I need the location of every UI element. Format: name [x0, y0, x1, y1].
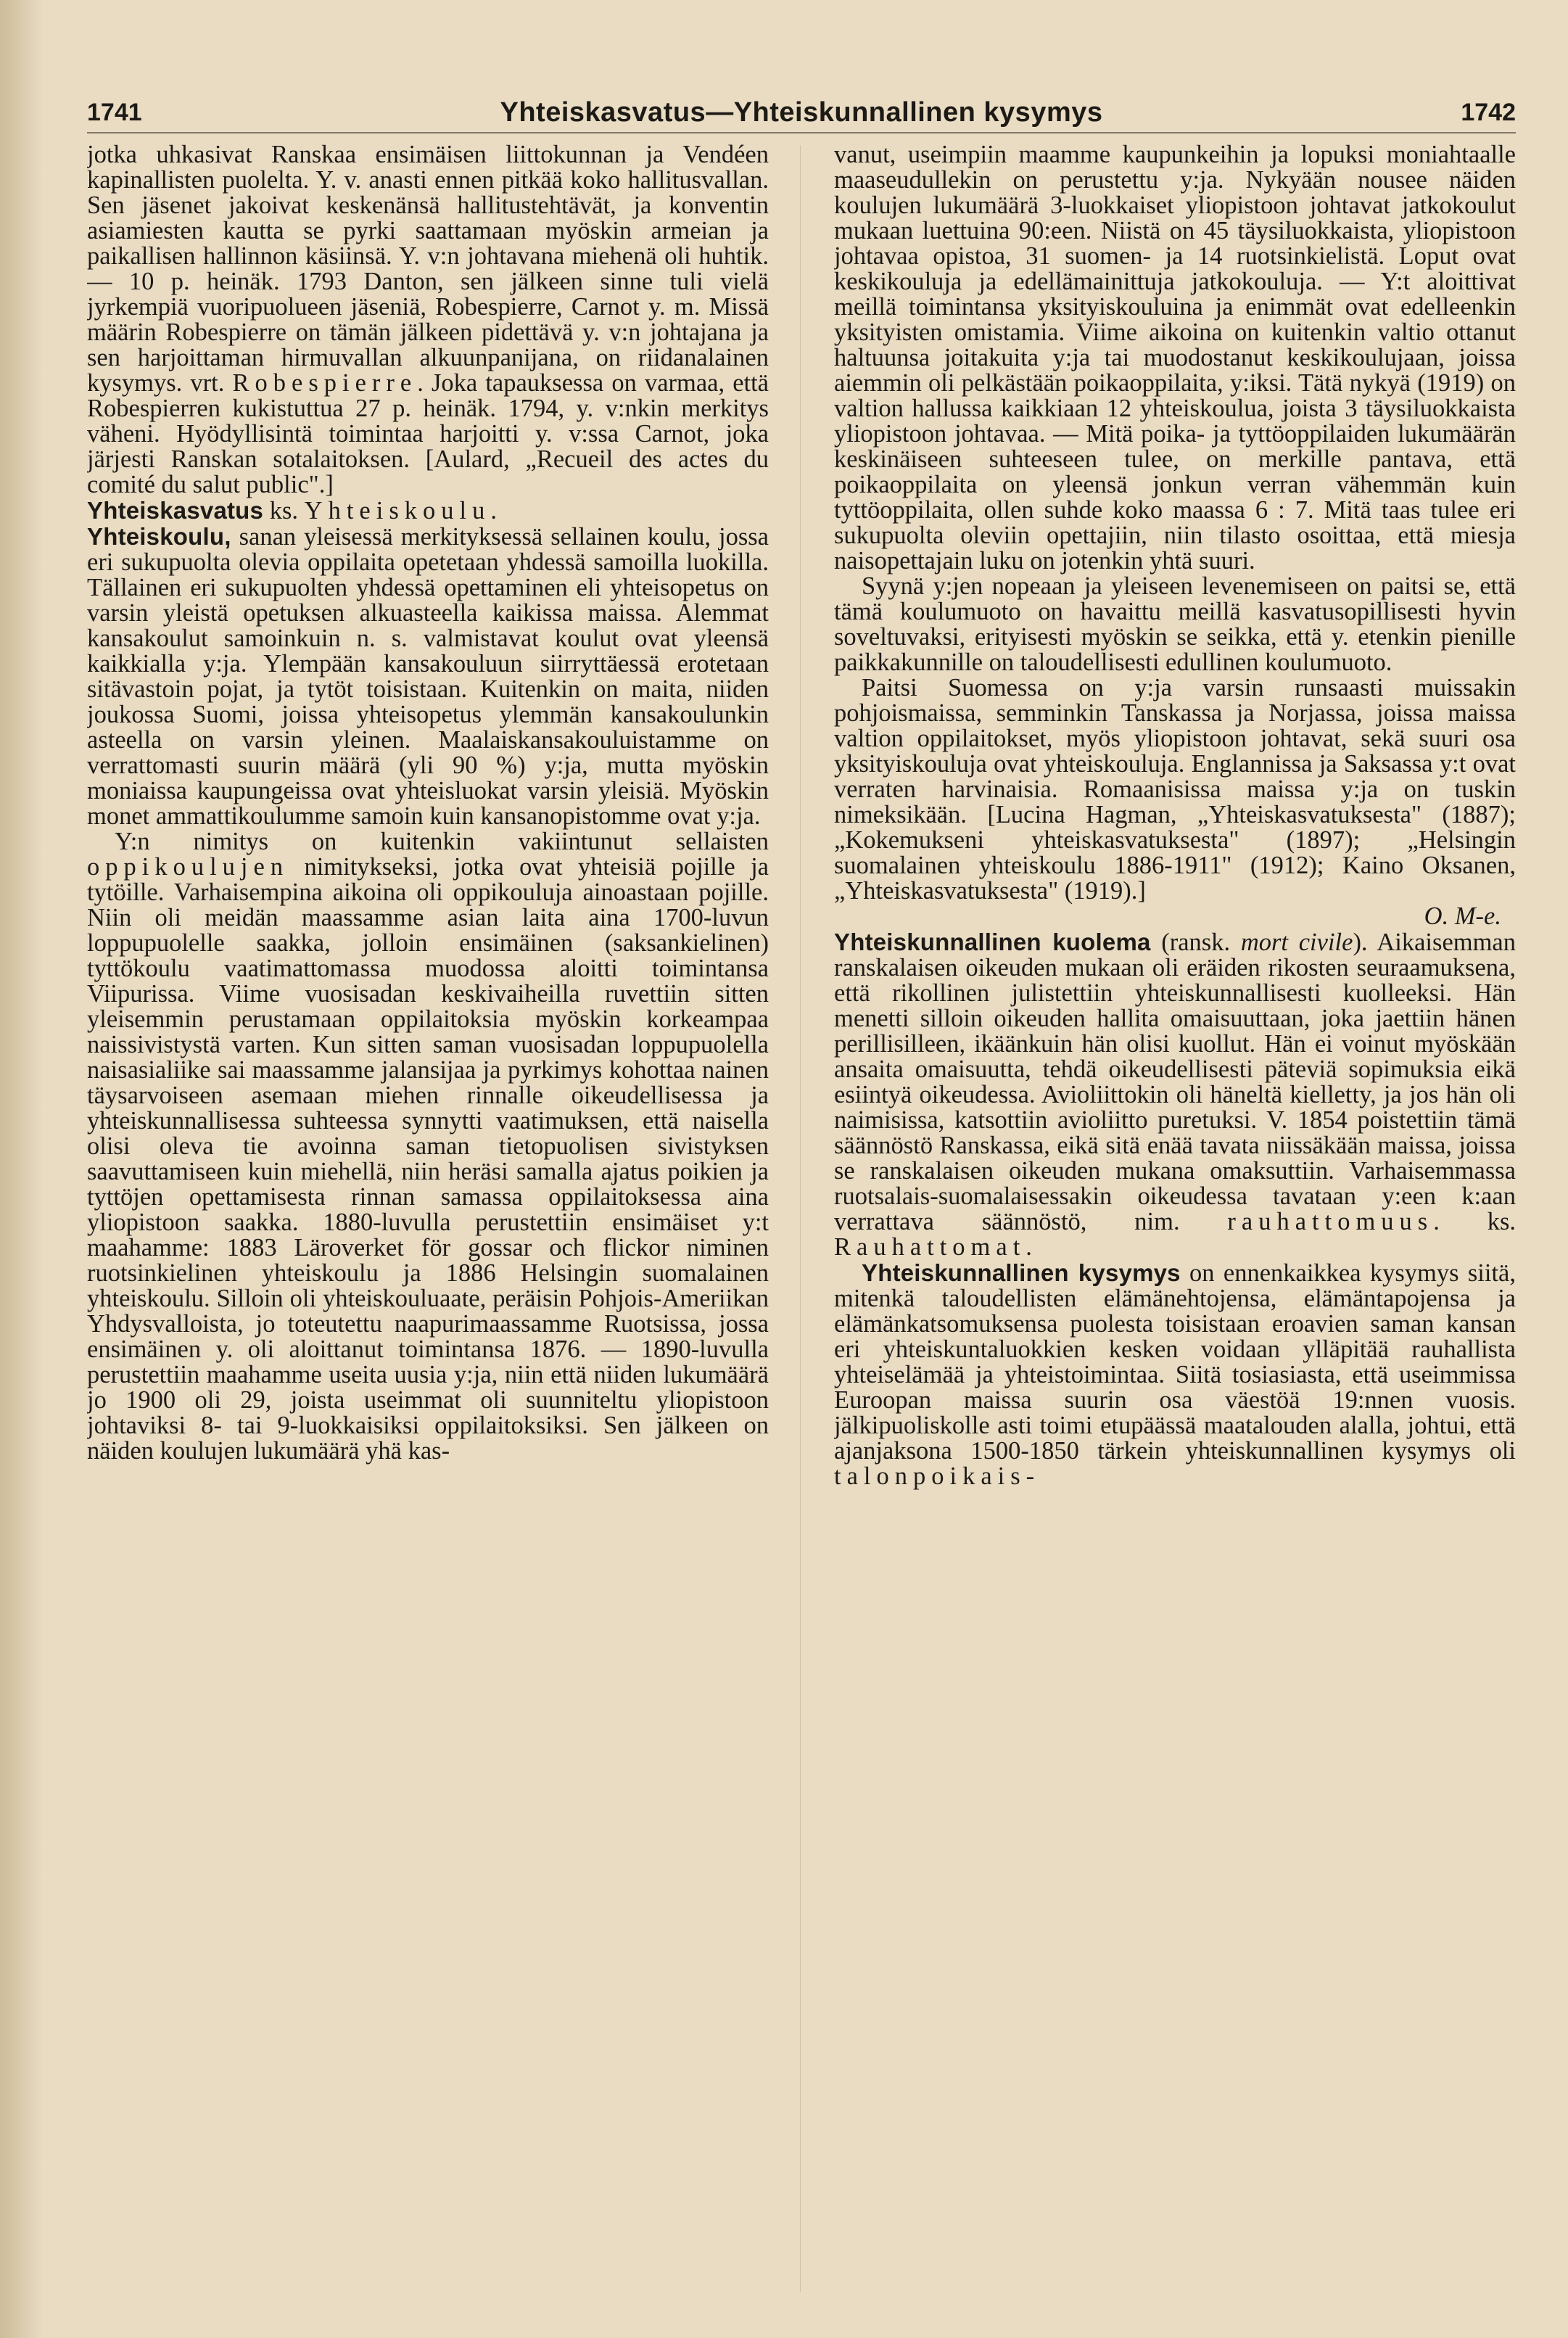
entry-yhteiskunnallinen-kysymys — [834, 1260, 1516, 1489]
page-edge-shadow — [0, 0, 44, 2338]
headword: Yhteiskunnallinen kuolema — [834, 929, 1151, 955]
author-signature: O. M-e. — [1424, 902, 1501, 930]
entry-yhteiskunnallinen-kuolema — [834, 929, 1516, 1260]
headword: Yhteiskasvatus — [87, 497, 264, 524]
cross-reference: Robespierre — [232, 369, 418, 397]
running-title: Yhteiskasvatus—Yhteiskunnallinen kysymys — [500, 96, 1103, 128]
entry-text: on ennenkaikkea kysymys siitä, mitenkä taloudellisten elämänehtojensa, elämäntapojensa ja elämänkatsomuksensa puolesta toisistaan eroavien saman kansan eri yhteiskuntaluokkien kesken voidaan ylläpitää rauhallista yhteiselämää ja yhteistoimintaa. Siitä tosiasiasta, että useimmissa Euroopan maissa suurin osa väestöä 19:nnen vuosis. jälkipuoliskolle asti toimi etupäässä maatalouden alalla, johtui, että ajanjaksona 1500-1850 tärkein yhteiskunnallinen kysymys oli — [834, 1259, 1516, 1465]
entry-text: (ransk. — [1150, 929, 1241, 956]
entry-yhteiskasvatus — [87, 498, 769, 524]
emphasized-term: rauhattomuus — [1227, 1208, 1434, 1235]
paragraph-text: nimitykseksi, jotka ovat yhteisiä pojille ja tytöille. Varhaisempina aikoina oli oppikouluja ainoastaan pojille. Niin oli meidän maassamme asian laita aina 1700-luvun loppupuolelle saakka, jolloin ensimäinen (saksankielinen) tyttökoulu vaatimattomassa muodossa aloitti toimintansa Viipurissa. Viime vuosisadan keskivaiheilla ruvettiin sitten yleisemmin perustamaan oppilaitoksia myöskin korkeampaa naissivistystä varten. Kun sitten saman vuosisadan loppupuolella naisasialiike sai maassamme jalansijaa ja pyrkimys kohottaa nainen täysarvoiseen asemaan miehen rinnalle oikeudellisessa ja yhteiskunnallisessa suhteessa synnytti vaatimuksen, että naisella olisi oleva tie avoinna saman tietopuolisen sivistyksen saavuttamiseen kuin miehellä, niin heräsi samalla ajatus poikien ja tyttöjen opettamisesta rinnan samassa oppilaitoksessa aina yliopistoon saakka. 1880-luvulla perustettiin ensimäiset y:t maahamme: 1883 Läroverket för gossar och flickor niminen ruotsinkielinen yhteiskoulu ja 1886 Helsingin suomalainen yhteiskoulu. Silloin oli yhteiskouluaate, peräisin Pohjois-Ameriikan Yhdysvalloista, jo toteutettu naapurimaassamme Ruotsissa, jossa ensimäinen y. oli aloittanut toimintansa 1876. — 1890-luvulla perustettiin maahamme useita uusia y:ja, niin että niiden lukumäärä jo 1900 oli 29, joista useimmat oli suunniteltu yliopistoon johtaviksi 8- tai 9-luokkaisiksi oppilaitoksiksi. Sen jälkeen on näiden koulujen lukumäärä yhä kas- — [87, 853, 769, 1465]
headword: Yhteiskunnallinen kysymys — [862, 1259, 1181, 1286]
article-paragraph — [87, 829, 769, 1464]
article-paragraph — [87, 142, 769, 498]
entry-text: ks. — [263, 497, 299, 524]
entry-text: . — [1026, 1233, 1032, 1261]
article-paragraph — [834, 142, 1516, 574]
headword: Yhteiskoulu, — [87, 523, 231, 550]
column-divider — [800, 145, 801, 2292]
entry-yhteiskoulu — [87, 524, 769, 829]
paragraph-text: jotka uhkasivat Ranskaa ensimäisen liittokunnan ja Vendéen kapinallisten puolelta. Y. v. anasti ennen pitkää koko hallitusvallan. Sen jäsenet jakoivat keskenänsä hallitustehtävät, ja konventin asiamiesten kautta se pyrki saattamaan myöskin armeian ja paikallisen hallinnon käsiinsä. Y. v:n johtavana miehenä oli huhtik. — 10 p. heinäk. 1793 Danton, sen jälkeen sinne tuli vielä jyrkempiä vuoripuolueen jäseniä, Robespierre, Carnot y. m. Missä määrin Robespierre on tämän jälkeen pidettävä y. v:n johtajana ja sen harjoittaman hirmuvallan alkuunpanijana, on riidanalainen kysymys. vrt. — [87, 142, 769, 397]
page-header — [87, 87, 1516, 138]
foreign-term: mort civile — [1240, 929, 1353, 956]
paragraph-text: . Joka tapauksessa on varmaa, että Robespierren kukistuttua 27 p. heinäk. 1794, y. v:nkin merkitys väheni. Hyödyllisintä toimintaa harjoitti y. v:ssa Carnot, joka järjesti Ranskan sotalaitoksen. [Aulard, „Recueil des actes du comité du salut public".] — [87, 369, 769, 498]
entry-text: . — [490, 497, 497, 524]
emphasized-term: oppikoulujen — [87, 853, 289, 881]
entry-text: . ks. — [1433, 1208, 1516, 1235]
paragraph-text: Paitsi Suomessa on y:ja varsin runsaasti muissakin pohjoismaissa, semminkin Tanskassa ja Norjassa, joissa maissa valtion oppilaitokset, myös yliopistoon johtavat, sekä suuri osa yksityiskouluja ovat yhteiskouluja. Englannissa ja Saksassa y:t ovat verraten harvinaisia. Romaanisissa maissa y:ja on tuskin nimeksikään. [Lucina Hagman, „Yhteiskasvatuksesta" (1887); „Kokemukseni yhteiskasvatuksesta" (1897); „Helsingin suomalainen yhteiskoulu 1886-1911" (1912); Kaino Oksanen, „Yhteiskasvatuksesta" (1919).] — [834, 674, 1516, 905]
paragraph-text: Y:n nimitys on kuitenkin vakiintunut sellaisten — [115, 828, 769, 855]
left-column — [87, 142, 769, 2304]
article-paragraph — [834, 574, 1516, 675]
cross-reference: Rauhattomat — [834, 1233, 1026, 1261]
emphasized-term: talonpoikais- — [834, 1462, 1041, 1490]
header-rule — [87, 132, 1516, 133]
paragraph-text: vanut, useimpiin maamme kaupunkeihin ja lopuksi moniahtaalle maaseudullekin on perustettu y:ja. Nykyään nousee näiden koulujen lukumäärä 3-luokkaiset yliopistoon johtavat jatkokoulut mukaan luettuina 90:een. Niistä on 45 täysiluokkaista, yliopistoon johtavaa opistoa, 31 suomen- ja 14 ruotsinkielistä. Loput ovat keskikouluja ja edellämainittuja jatkokouluja. — Y:t aloittivat meillä toimintansa yksityiskouluina ja enimmät ovat edelleenkin yksityisten omistamia. Viime aikoina on kuitenkin valtio ottanut haltuunsa joitakuita y:ja tai muodostanut keskikoulujaan, joissa aiemmin oli pelkästään poikaoppilaita, y:iksi. Tätä nykyä (1919) on valtion hallussa kaikkiaan 12 yhteiskoulua, joista 3 täysiluokkaista yliopistoon johtavaa. — Mitä poika- ja tyttöoppilaiden lukumäärän keskinäiseen suhteeseen tulee, on merkille pantava, että poikaoppilaita on yleensä jonkun verran vähemmän kuin tyttöoppilaita, ollen suhde koko maassa 6 : 7. Mitä taas tulee eri sukupuolta oleviin opettajiin, niin tilasto osoittaa, että miesja naisopettajain luku on jotenkin yhtä suuri. — [834, 142, 1516, 575]
page-number-left: 1741 — [87, 98, 142, 126]
page-number-right: 1742 — [1461, 98, 1516, 126]
cross-reference: Yhteiskoulu — [304, 497, 491, 524]
right-column — [834, 142, 1516, 2304]
paragraph-text: Syynä y:jen nopeaan ja yleiseen levenemiseen on paitsi se, että tämä koulumuoto on havaittu meillä kasvatusopillisesti hyvin soveltuvaksi, erityisesti myöskin se seikka, että y. etenkin pienille paikkakunnille on taloudellisesti edullinen koulumuoto. — [834, 572, 1516, 676]
entry-text: ). Aikaisemman ranskalaisen oikeuden mukaan oli eräiden rikosten seuraamuksena, että rikollinen julistettiin yhteiskunnallisesti kuolleeksi. Hän menetti silloin oikeuden hallita omaisuuttaan, joka jaettiin hänen perillisilleen, ikäänkuin hän olisi kuollut. Hän ei voinut myöskään ansaita omaisuutta, tehdä oikeudellisesti päteviä sopimuksia eikä esiintyä oikeudessa. Avioliittokin oli häneltä kielletty, ja jos hän oli naimisissa, katsottiin avioliitto puretuksi. V. 1854 poistettiin tämä säännöstö Ranskassa, eikä sitä enää tavata niissäkään maissa, joissa se ranskalaisen oikeuden mukana omaksuttiin. Varhaisemmassa ruotsalais-suomalaisessakin oikeudessa tavataan y:een k:aan verrattava säännöstö, nim. — [834, 929, 1516, 1235]
article-paragraph — [834, 675, 1516, 904]
entry-text: sanan yleisessä merkityksessä sellainen koulu, jossa eri sukupuolta olevia oppilaita opetetaan yhdessä samoilla luokilla. Tällainen eri sukupuolten yhdessä opettaminen eli yhteisopetus on varsin yleistä opetuksen alkuasteella kaikissa maissa. Alemmat kansakoulut samoinkuin n. s. valmistavat koulut ovat yleensä kaikkialla y:ja. Ylempään kansakouluun siirryttäessä erotetaan sitävastoin pojat, ja tytöt toisistaan. Kuitenkin on maita, niiden joukossa Suomi, joissa yhteisopetus ylemmän kansakoulunkin asteella on varsin yleinen. Maalaiskansakouluistamme on verrattomasti suurin määrä (yli 90 %) y:ja, mutta myöskin moniaissa kaupungeissa ovat yhteisluokat varsin yleisiä. Myöskin monet ammattikoulumme samoin kuin kansanopistomme ovat y:ja. — [87, 523, 769, 830]
